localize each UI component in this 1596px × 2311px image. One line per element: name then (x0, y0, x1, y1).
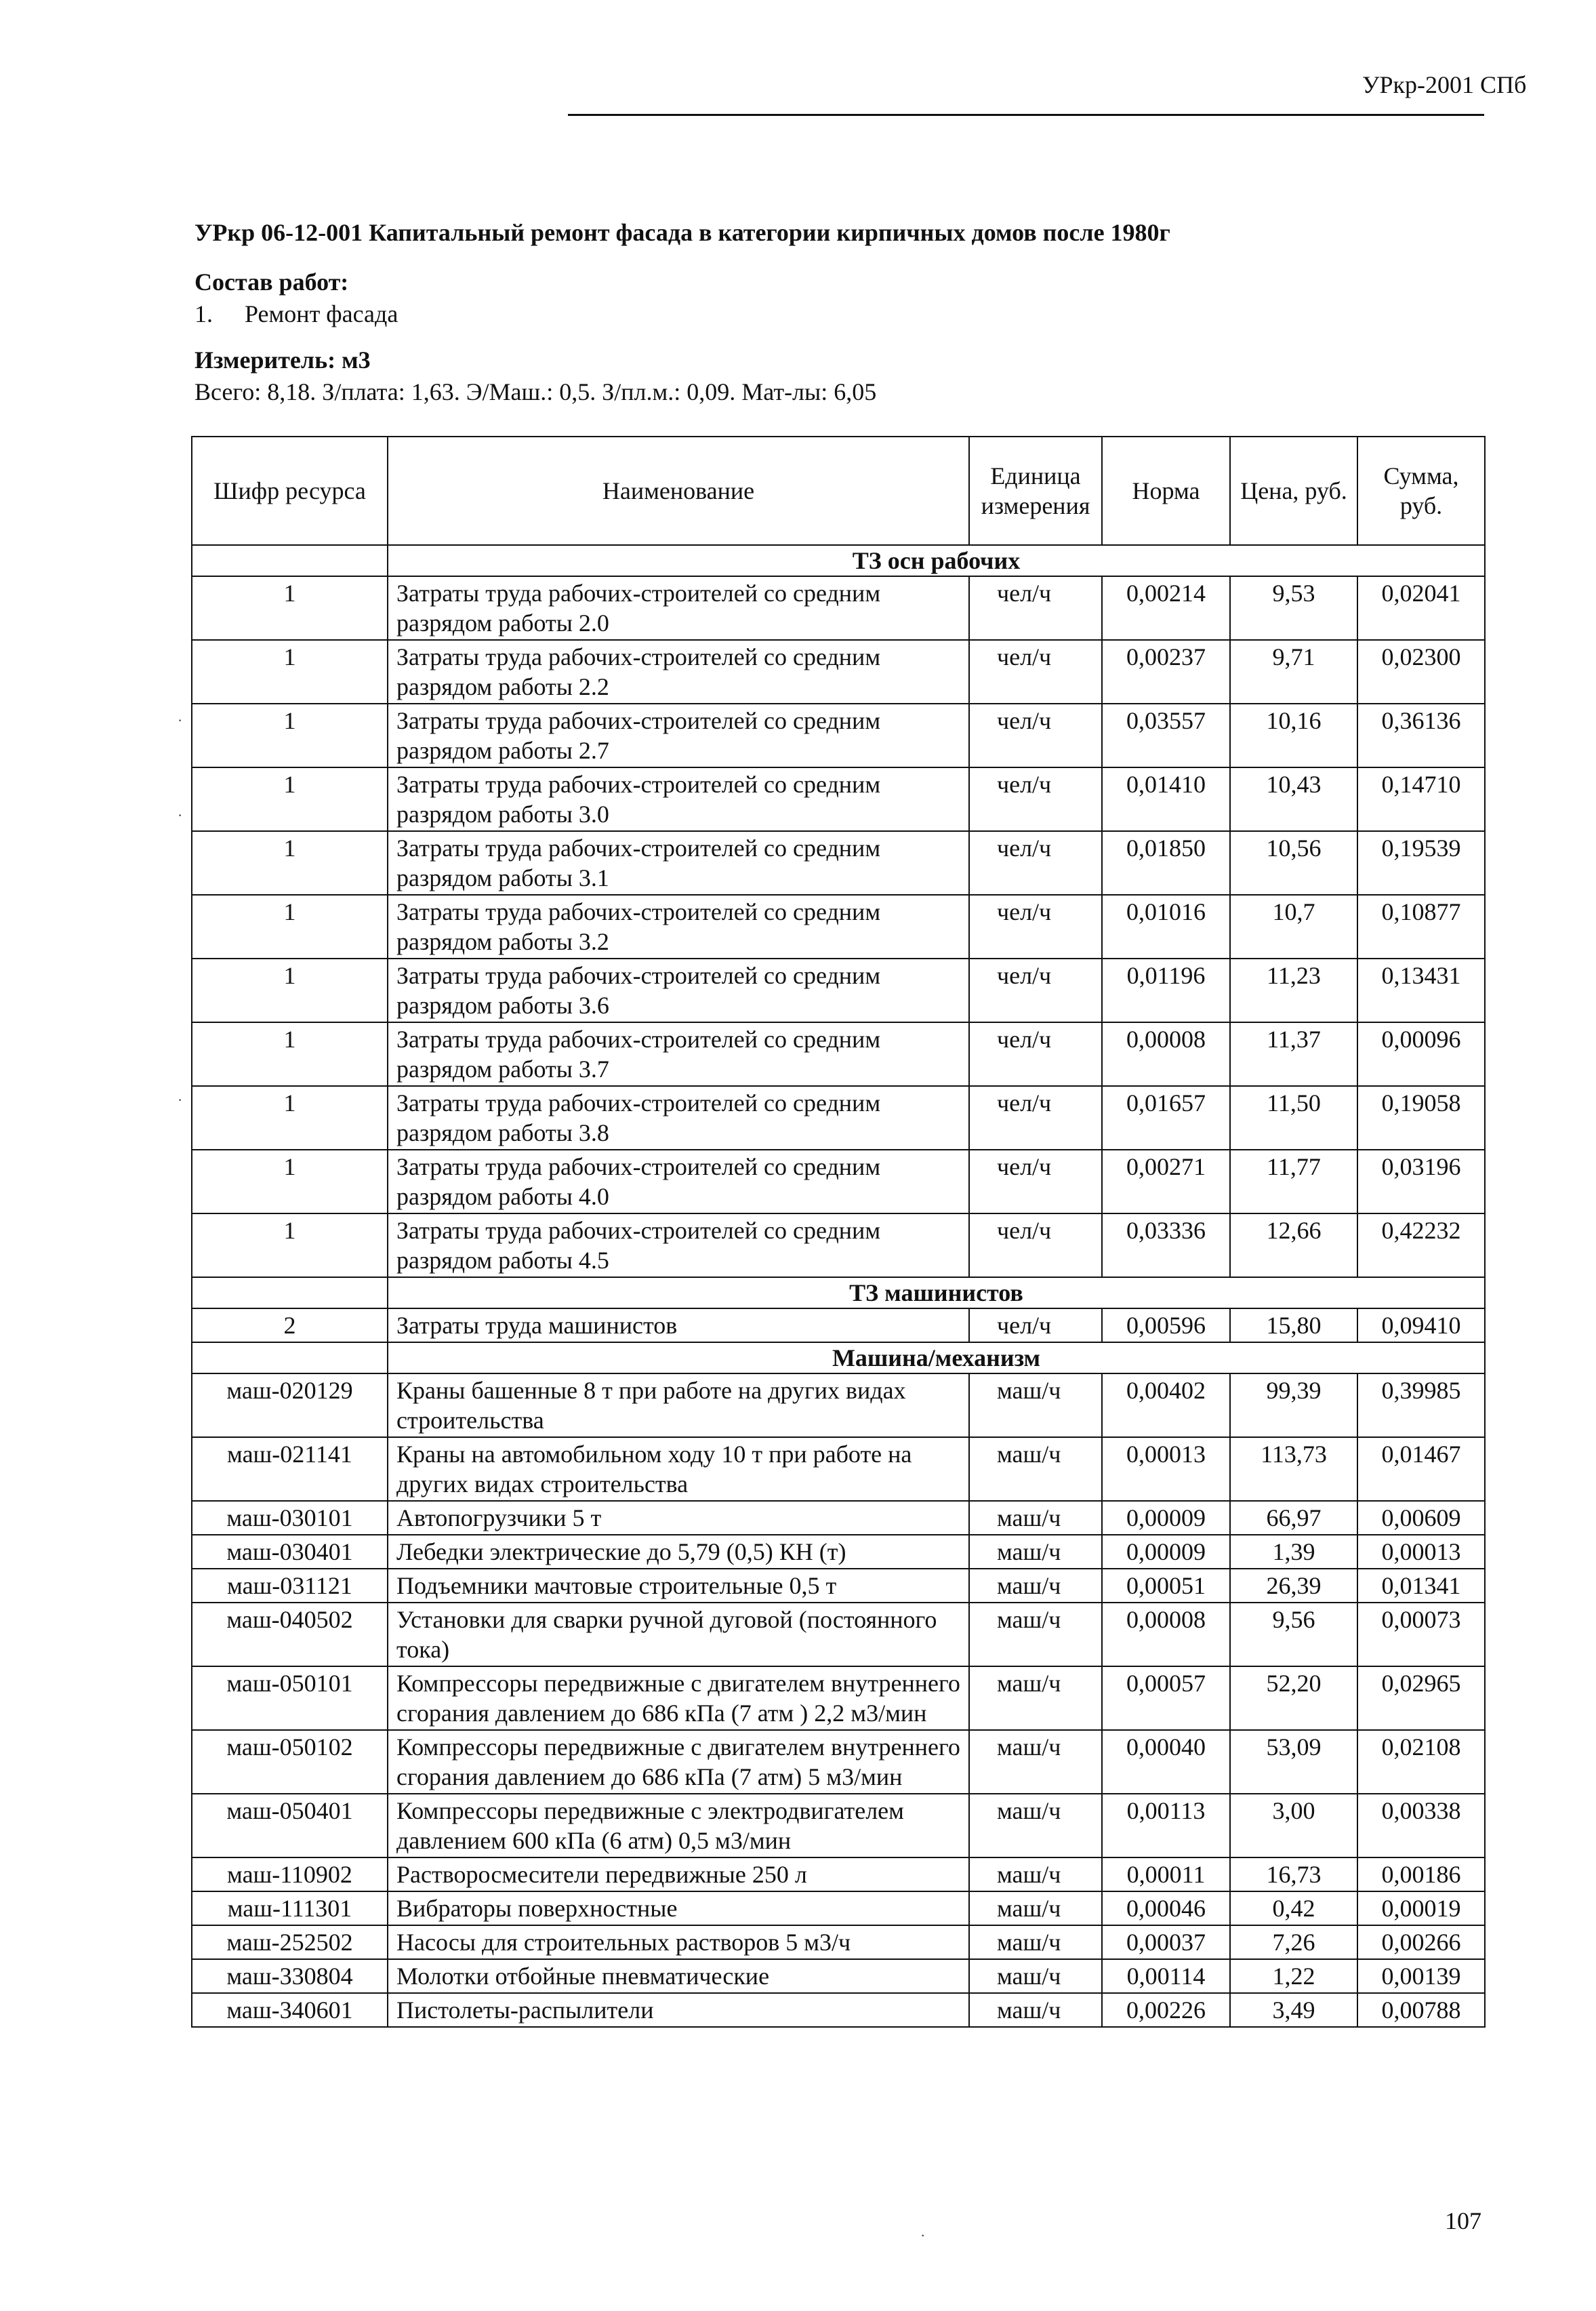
resource-code: 1 (192, 1150, 388, 1213)
table-row (192, 1308, 1485, 1342)
resource-unit: чел/ч (969, 1308, 1102, 1342)
resource-norm: 0,01016 (1102, 895, 1230, 959)
resource-price: 53,09 (1230, 1730, 1357, 1794)
resource-sum: 0,02041 (1357, 576, 1485, 640)
resource-unit: маш/ч (969, 1569, 1102, 1603)
table-body (192, 545, 1485, 2027)
section-row (192, 1342, 1485, 1373)
header-norm: Норма (1102, 437, 1230, 545)
resource-code: маш-111301 (192, 1891, 388, 1925)
resource-price: 11,50 (1230, 1086, 1357, 1150)
resource-sum: 0,00139 (1357, 1959, 1485, 1993)
resource-name: Молотки отбойные пневматические (388, 1959, 969, 1993)
resource-name: Краны башенные 8 т при работе на других видах строительства (388, 1373, 969, 1437)
table-row (192, 1857, 1485, 1891)
resource-name: Установки для сварки ручной дуговой (постоянного тока) (388, 1603, 969, 1666)
resource-code: маш-252502 (192, 1925, 388, 1959)
resource-name: Компрессоры передвижные с двигателем внутреннего сгорания давлением до 686 кПа (7 атм) 5 м3/мин (388, 1730, 969, 1794)
table-row (192, 1535, 1485, 1569)
resource-sum: 0,02108 (1357, 1730, 1485, 1794)
table-row (192, 959, 1485, 1022)
resource-price: 11,77 (1230, 1150, 1357, 1213)
resource-unit: чел/ч (969, 704, 1102, 767)
page-title: УРкр 06-12-001 Капитальный ремонт фасада в категории кирпичных домов после 1980г (195, 219, 1170, 246)
header-price: Цена, руб. (1230, 437, 1357, 545)
resource-name: Автопогрузчики 5 т (388, 1501, 969, 1535)
resource-sum: 0,13431 (1357, 959, 1485, 1022)
resource-norm: 0,00114 (1102, 1959, 1230, 1993)
table-row (192, 895, 1485, 959)
table-row (192, 1022, 1485, 1086)
resource-unit: чел/ч (969, 1086, 1102, 1150)
resource-sum: 0,19539 (1357, 831, 1485, 895)
resource-code: маш-330804 (192, 1959, 388, 1993)
resource-unit: маш/ч (969, 1730, 1102, 1794)
resource-code: маш-050401 (192, 1794, 388, 1857)
resource-unit: чел/ч (969, 1150, 1102, 1213)
resource-sum: 0,01341 (1357, 1569, 1485, 1603)
resource-table (191, 436, 1486, 2028)
table-row (192, 1730, 1485, 1794)
resource-unit: маш/ч (969, 1535, 1102, 1569)
resource-norm: 0,00008 (1102, 1022, 1230, 1086)
resource-unit: маш/ч (969, 1794, 1102, 1857)
resource-norm: 0,00046 (1102, 1891, 1230, 1925)
table-row (192, 704, 1485, 767)
resource-norm: 0,03336 (1102, 1213, 1230, 1277)
resource-norm: 0,00271 (1102, 1150, 1230, 1213)
section-spacer (192, 1342, 388, 1373)
resource-norm: 0,01196 (1102, 959, 1230, 1022)
resource-unit: чел/ч (969, 959, 1102, 1022)
resource-norm: 0,03557 (1102, 704, 1230, 767)
resource-name: Затраты труда рабочих-строителей со средним разрядом работы 3.1 (388, 831, 969, 895)
resource-code: маш-020129 (192, 1373, 388, 1437)
resource-sum: 0,10877 (1357, 895, 1485, 959)
section-title: ТЗ машинистов (388, 1277, 1485, 1308)
resource-norm: 0,00113 (1102, 1794, 1230, 1857)
resource-norm: 0,00051 (1102, 1569, 1230, 1603)
table-row (192, 1373, 1485, 1437)
table-row (192, 576, 1485, 640)
resource-price: 12,66 (1230, 1213, 1357, 1277)
resource-code: маш-050101 (192, 1666, 388, 1730)
resource-code: маш-110902 (192, 1857, 388, 1891)
resource-name: Затраты труда машинистов (388, 1308, 969, 1342)
table-row (192, 1959, 1485, 1993)
resource-sum: 0,02300 (1357, 640, 1485, 704)
resource-code: 1 (192, 704, 388, 767)
works-label: Состав работ: (195, 268, 349, 296)
table-row (192, 1993, 1485, 2027)
resource-norm: 0,00011 (1102, 1857, 1230, 1891)
resource-norm: 0,00040 (1102, 1730, 1230, 1794)
section-row (192, 1277, 1485, 1308)
resource-name: Лебедки электрические до 5,79 (0,5) КН (т) (388, 1535, 969, 1569)
resource-unit: чел/ч (969, 895, 1102, 959)
table-row (192, 1213, 1485, 1277)
resource-unit: маш/ч (969, 1603, 1102, 1666)
resource-price: 9,53 (1230, 576, 1357, 640)
resource-name: Пистолеты-распылители (388, 1993, 969, 2027)
resource-sum: 0,00266 (1357, 1925, 1485, 1959)
resource-norm: 0,00057 (1102, 1666, 1230, 1730)
resource-name: Затраты труда рабочих-строителей со средним разрядом работы 4.0 (388, 1150, 969, 1213)
resource-code: 1 (192, 767, 388, 831)
resource-sum: 0,02965 (1357, 1666, 1485, 1730)
resource-sum: 0,00338 (1357, 1794, 1485, 1857)
resource-norm: 0,00237 (1102, 640, 1230, 704)
resource-unit: чел/ч (969, 831, 1102, 895)
resource-name: Насосы для строительных растворов 5 м3/ч (388, 1925, 969, 1959)
resource-price: 99,39 (1230, 1373, 1357, 1437)
resource-unit: чел/ч (969, 1213, 1102, 1277)
resource-price: 113,73 (1230, 1437, 1357, 1501)
resource-unit: чел/ч (969, 576, 1102, 640)
resource-sum: 0,00096 (1357, 1022, 1485, 1086)
resource-sum: 0,39985 (1357, 1373, 1485, 1437)
scan-speck: · (178, 807, 183, 824)
page-number: 107 (1445, 2207, 1481, 2234)
resource-price: 52,20 (1230, 1666, 1357, 1730)
resource-price: 1,22 (1230, 1959, 1357, 1993)
resource-sum: 0,19058 (1357, 1086, 1485, 1150)
table-header-row (192, 437, 1485, 545)
totals-line: Всего: 8,18. З/плата: 1,63. Э/Маш.: 0,5. З/пл.м.: 0,09. Мат-лы: 6,05 (195, 378, 877, 405)
resource-unit: маш/ч (969, 1437, 1102, 1501)
resource-unit: маш/ч (969, 1891, 1102, 1925)
resource-sum: 0,00013 (1357, 1535, 1485, 1569)
works-item (195, 300, 398, 328)
scan-speck: · (178, 1091, 183, 1108)
resource-code: 1 (192, 640, 388, 704)
resource-code: 1 (192, 576, 388, 640)
section-title: Машина/механизм (388, 1342, 1485, 1373)
table-row (192, 1086, 1485, 1150)
works-item-number: 1. (195, 300, 213, 327)
resource-norm: 0,00214 (1102, 576, 1230, 640)
resource-norm: 0,00037 (1102, 1925, 1230, 1959)
resource-unit: маш/ч (969, 1959, 1102, 1993)
document-code: УРкр-2001 СПб (1362, 71, 1527, 98)
scan-speck: · (178, 712, 183, 729)
resource-sum: 0,42232 (1357, 1213, 1485, 1277)
resource-code: маш-040502 (192, 1603, 388, 1666)
resource-code: 1 (192, 1022, 388, 1086)
resource-price: 26,39 (1230, 1569, 1357, 1603)
resource-price: 7,26 (1230, 1925, 1357, 1959)
resource-unit: маш/ч (969, 1373, 1102, 1437)
resource-price: 3,00 (1230, 1794, 1357, 1857)
table-row (192, 1666, 1485, 1730)
resource-price: 15,80 (1230, 1308, 1357, 1342)
resource-sum: 0,36136 (1357, 704, 1485, 767)
resource-unit: маш/ч (969, 1666, 1102, 1730)
resource-name: Вибраторы поверхностные (388, 1891, 969, 1925)
table-row (192, 1891, 1485, 1925)
table-row (192, 831, 1485, 895)
resource-name: Затраты труда рабочих-строителей со средним разрядом работы 3.8 (388, 1086, 969, 1150)
resource-name: Затраты труда рабочих-строителей со средним разрядом работы 3.6 (388, 959, 969, 1022)
resource-code: маш-021141 (192, 1437, 388, 1501)
resource-price: 10,56 (1230, 831, 1357, 895)
table-row (192, 1437, 1485, 1501)
resource-name: Компрессоры передвижные с двигателем внутреннего сгорания давлением до 686 кПа (7 атм ) 2,2 м3/мин (388, 1666, 969, 1730)
resource-name: Затраты труда рабочих-строителей со средним разрядом работы 2.0 (388, 576, 969, 640)
scan-speck: · (920, 2227, 926, 2244)
resource-unit: маш/ч (969, 1501, 1102, 1535)
table-row (192, 1150, 1485, 1213)
resource-price: 0,42 (1230, 1891, 1357, 1925)
resource-name: Растворосмесители передвижные 250 л (388, 1857, 969, 1891)
table-row (192, 767, 1485, 831)
resource-unit: маш/ч (969, 1925, 1102, 1959)
resource-sum: 0,00788 (1357, 1993, 1485, 2027)
table-row (192, 640, 1485, 704)
resource-norm: 0,00009 (1102, 1501, 1230, 1535)
resource-code: маш-050102 (192, 1730, 388, 1794)
table-row (192, 1569, 1485, 1603)
resource-norm: 0,01657 (1102, 1086, 1230, 1150)
header-rule (568, 114, 1484, 116)
resource-unit: маш/ч (969, 1993, 1102, 2027)
header-code: Шифр ресурса (192, 437, 388, 545)
resource-price: 11,37 (1230, 1022, 1357, 1086)
resource-norm: 0,00226 (1102, 1993, 1230, 2027)
resource-sum: 0,03196 (1357, 1150, 1485, 1213)
works-item-text: Ремонт фасада (245, 300, 398, 327)
resource-name: Подъемники мачтовые строительные 0,5 т (388, 1569, 969, 1603)
resource-norm: 0,00596 (1102, 1308, 1230, 1342)
resource-sum: 0,00186 (1357, 1857, 1485, 1891)
resource-price: 1,39 (1230, 1535, 1357, 1569)
resource-name: Затраты труда рабочих-строителей со средним разрядом работы 3.2 (388, 895, 969, 959)
resource-price: 9,71 (1230, 640, 1357, 704)
resource-price: 10,16 (1230, 704, 1357, 767)
section-title: ТЗ осн рабочих (388, 545, 1485, 576)
resource-norm: 0,00008 (1102, 1603, 1230, 1666)
resource-price: 3,49 (1230, 1993, 1357, 2027)
resource-name: Затраты труда рабочих-строителей со средним разрядом работы 3.7 (388, 1022, 969, 1086)
resource-name: Затраты труда рабочих-строителей со средним разрядом работы 4.5 (388, 1213, 969, 1277)
resource-name: Затраты труда рабочих-строителей со средним разрядом работы 2.7 (388, 704, 969, 767)
header-unit: Единица измерения (969, 437, 1102, 545)
resource-unit: чел/ч (969, 1022, 1102, 1086)
resource-sum: 0,00073 (1357, 1603, 1485, 1666)
resource-norm: 0,00402 (1102, 1373, 1230, 1437)
section-row (192, 545, 1485, 576)
resource-sum: 0,00609 (1357, 1501, 1485, 1535)
resource-sum: 0,01467 (1357, 1437, 1485, 1501)
resource-sum: 0,00019 (1357, 1891, 1485, 1925)
resource-code: 1 (192, 831, 388, 895)
resource-code: маш-340601 (192, 1993, 388, 2027)
resource-code: 1 (192, 1086, 388, 1150)
resource-name: Компрессоры передвижные с электродвигателем давлением 600 кПа (6 атм) 0,5 м3/мин (388, 1794, 969, 1857)
resource-code: маш-030101 (192, 1501, 388, 1535)
resource-price: 10,43 (1230, 767, 1357, 831)
table-row (192, 1501, 1485, 1535)
resource-norm: 0,00013 (1102, 1437, 1230, 1501)
section-spacer (192, 545, 388, 576)
resource-norm: 0,01850 (1102, 831, 1230, 895)
resource-sum: 0,14710 (1357, 767, 1485, 831)
table-row (192, 1603, 1485, 1666)
resource-name: Затраты труда рабочих-строителей со средним разрядом работы 3.0 (388, 767, 969, 831)
resource-name: Затраты труда рабочих-строителей со средним разрядом работы 2.2 (388, 640, 969, 704)
resource-code: 2 (192, 1308, 388, 1342)
resource-price: 9,56 (1230, 1603, 1357, 1666)
resource-code: маш-031121 (192, 1569, 388, 1603)
resource-price: 16,73 (1230, 1857, 1357, 1891)
resource-unit: маш/ч (969, 1857, 1102, 1891)
resource-code: маш-030401 (192, 1535, 388, 1569)
header-name: Наименование (388, 437, 969, 545)
resource-code: 1 (192, 1213, 388, 1277)
table-row (192, 1925, 1485, 1959)
resource-price: 66,97 (1230, 1501, 1357, 1535)
resource-unit: чел/ч (969, 767, 1102, 831)
header-sum: Сумма, руб. (1357, 437, 1485, 545)
resource-price: 10,7 (1230, 895, 1357, 959)
table-row (192, 1794, 1485, 1857)
resource-sum: 0,09410 (1357, 1308, 1485, 1342)
resource-code: 1 (192, 959, 388, 1022)
section-spacer (192, 1277, 388, 1308)
resource-unit: чел/ч (969, 640, 1102, 704)
resource-norm: 0,01410 (1102, 767, 1230, 831)
resource-code: 1 (192, 895, 388, 959)
resource-name: Краны на автомобильном ходу 10 т при работе на других видах строительства (388, 1437, 969, 1501)
resource-norm: 0,00009 (1102, 1535, 1230, 1569)
meter-label: Измеритель: м3 (195, 346, 371, 374)
resource-price: 11,23 (1230, 959, 1357, 1022)
